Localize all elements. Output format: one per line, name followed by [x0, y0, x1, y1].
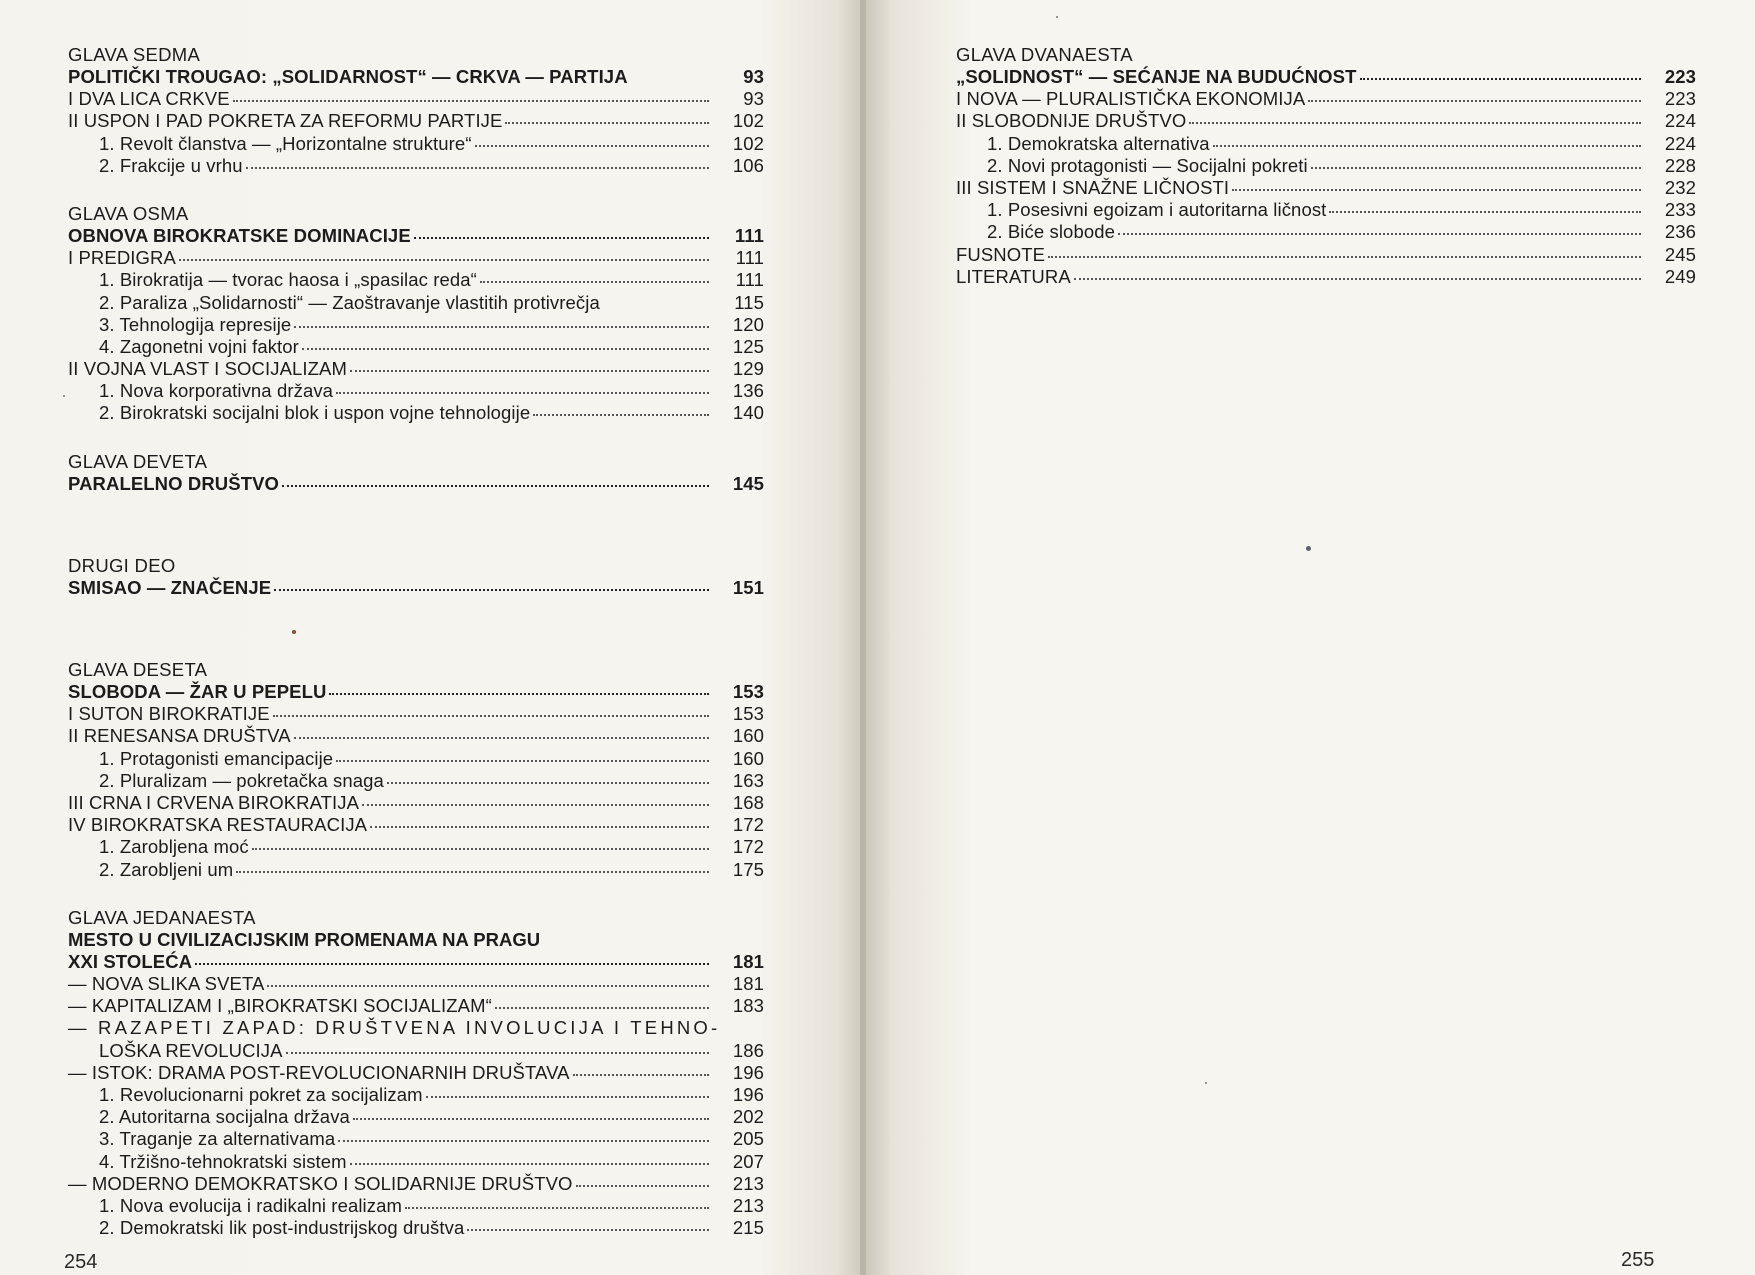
leader-dots: [336, 392, 709, 394]
toc-page-number: 111: [735, 269, 764, 291]
toc-entry: [68, 1106, 764, 1128]
leader-dots: [573, 1074, 709, 1076]
toc-entry: [68, 336, 764, 358]
toc-entry-text: II RENESANSA DRUŠTVA: [68, 725, 291, 747]
toc-entry: [68, 292, 764, 314]
left-page: [0, 0, 862, 1275]
toc-page-number: 120: [732, 313, 764, 335]
leader-dots: [336, 760, 709, 762]
toc-entry: [68, 1217, 764, 1239]
toc-page-number: 233: [1664, 199, 1696, 221]
toc-entry-text: — MODERNO DEMOKRATSKO I SOLIDARNIJE DRUŠTVO: [68, 1172, 573, 1194]
toc-page-number: 111: [735, 247, 764, 269]
leader-dots: [480, 281, 709, 283]
leader-dots: [286, 1052, 709, 1054]
toc-entry-text: I SUTON BIROKRATIJE: [68, 703, 270, 725]
toc-page-number: 213: [732, 1172, 764, 1194]
leader-dots: [236, 871, 709, 873]
toc-page-number: 106: [732, 154, 764, 176]
leader-dots: [1308, 100, 1641, 102]
leader-dots: [246, 167, 709, 169]
toc-page-number: 207: [732, 1150, 764, 1172]
toc-entry-text: XXI STOLEĆA: [68, 950, 193, 972]
toc-page-number: 215: [732, 1217, 764, 1239]
toc-page-number: 224: [1664, 132, 1696, 154]
toc-page-number: 125: [732, 335, 764, 357]
toc-page-number: 102: [732, 132, 764, 154]
toc-entry-text: 2. Paraliza „Solidarnosti“ — Zaoštravanje vlastitih protivrečja: [99, 291, 600, 313]
toc-page-number: 102: [732, 110, 764, 132]
toc-entry: [68, 792, 764, 814]
page-number-left: 254: [64, 1251, 98, 1273]
right-page: [866, 0, 1755, 1275]
toc-entry-text: PARALELNO DRUŠTVO: [68, 472, 280, 494]
leader-dots: [414, 237, 709, 239]
toc-entry-text: III SISTEM I SNAŽNE LIČNOSTI: [956, 176, 1230, 198]
toc-entry-text: — KAPITALIZAM I „BIROKRATSKI SOCIJALIZAM“: [68, 995, 492, 1017]
toc-entry: [68, 88, 764, 110]
leader-dots: [350, 370, 709, 372]
toc-entry: [68, 836, 764, 858]
leader-dots: [1118, 233, 1641, 235]
toc-entry: [68, 995, 764, 1017]
toc-entry: [68, 402, 764, 424]
chapter-label: GLAVA JEDANAESTA: [68, 906, 256, 928]
toc-page-number: 232: [1664, 176, 1696, 198]
right-toc: [956, 44, 1696, 288]
toc-page-number: 228: [1664, 154, 1696, 176]
paper-speck: [1306, 546, 1311, 551]
toc-entry-text: I PREDIGRA: [68, 247, 176, 269]
chapter-title-entry: [68, 66, 764, 88]
leader-dots: [179, 259, 709, 261]
toc-entry-text: II SLOBODNIJE DRUŠTVO: [956, 110, 1187, 132]
toc-entry: [68, 1062, 764, 1084]
toc-page-number: 223: [1664, 66, 1696, 87]
toc-entry-text: — NOVA SLIKA SVETA: [68, 973, 265, 995]
toc-entry: [68, 1195, 764, 1217]
leader-dots: [267, 985, 709, 987]
toc-entry: [956, 221, 1696, 243]
toc-entry-text: II VOJNA VLAST I SOCIJALIZAM: [68, 358, 348, 380]
chapter-label: GLAVA DEVETA: [68, 450, 208, 472]
leader-dots: [533, 414, 709, 416]
toc-entry: [956, 244, 1696, 266]
leader-dots: [274, 589, 709, 591]
toc-entry: [956, 199, 1696, 221]
toc-entry: [956, 133, 1696, 155]
chapter-label: GLAVA OSMA: [68, 202, 189, 224]
leader-dots: [294, 737, 709, 739]
toc-entry: [956, 88, 1696, 110]
leader-dots: [495, 1007, 709, 1009]
toc-section: [68, 203, 764, 425]
toc-page-number: 172: [732, 836, 764, 858]
chapter-title-entry: [68, 473, 764, 495]
toc-section: [68, 451, 764, 495]
toc-page-number: 175: [732, 858, 764, 880]
toc-entry: [68, 269, 764, 291]
toc-page-number: 145: [732, 472, 764, 494]
toc-section: [68, 44, 764, 177]
toc-page-number: 245: [1664, 243, 1696, 265]
toc-entry-text: „SOLIDNOST“ — SEĆANJE NA BUDUĆNOST: [956, 66, 1357, 87]
leader-dots: [302, 348, 709, 350]
toc-entry-text: SLOBODA — ŽAR U PEPELU: [68, 681, 327, 702]
toc-entry: [68, 110, 764, 132]
toc-entry-text: III CRNA I CRVENA BIROKRATIJA: [68, 791, 360, 813]
leader-dots: [1329, 211, 1641, 213]
toc-entry-text: LOŠKA REVOLUCIJA: [99, 1039, 283, 1061]
paper-speck: [292, 630, 296, 634]
toc-entry-text: 3. Traganje za alternativama: [99, 1128, 336, 1150]
toc-page-number: 160: [732, 747, 764, 769]
toc-entry-text: I DVA LICA CRKVE: [68, 88, 230, 110]
toc-page-number: 115: [734, 291, 764, 313]
toc-page-number: 205: [732, 1128, 764, 1150]
toc-entry-text: 1. Demokratska alternativa: [987, 132, 1210, 154]
leader-dots: [353, 1118, 709, 1120]
toc-entry-text: II USPON I PAD POKRETA ZA REFORMU PARTIJE: [68, 110, 503, 132]
toc-entry: [68, 1084, 764, 1106]
toc-entry-text: I NOVA — PLURALISTIČKA EKONOMIJA: [956, 88, 1306, 110]
toc-entry-text: 2. Frakcije u vrhu: [99, 154, 243, 176]
chapter-label: GLAVA SEDMA: [68, 44, 201, 65]
toc-page-number: 93: [743, 66, 764, 87]
toc-section: [68, 555, 764, 599]
toc-section: [68, 659, 764, 881]
toc-entry: [68, 859, 764, 881]
toc-section: [68, 907, 764, 1240]
leader-dots: [294, 326, 709, 328]
toc-entry: [956, 177, 1696, 199]
toc-entry: [68, 814, 764, 836]
leader-dots: [1048, 256, 1641, 258]
toc-page-number: 196: [732, 1084, 764, 1105]
toc-entry-text: POLITIČKI TROUGAO: „SOLIDARNOST“ — CRKVA — PARTIJA: [68, 66, 628, 87]
toc-page-number: 163: [732, 769, 764, 791]
leader-dots: [426, 1096, 709, 1098]
paper-speck: [1205, 1082, 1207, 1084]
toc-entry: [68, 380, 764, 402]
chapter-label: GLAVA DVANAESTA: [956, 44, 1133, 65]
toc-entry: [956, 155, 1696, 177]
toc-page-number: 223: [1664, 88, 1696, 110]
toc-entry-text: OBNOVA BIROKRATSKE DOMINACIJE: [68, 224, 411, 246]
toc-page-number: 181: [732, 950, 764, 972]
chapter-label: GLAVA DESETA: [68, 659, 208, 680]
toc-entry: [68, 133, 764, 155]
leader-dots: [1213, 145, 1641, 147]
toc-page-number: 236: [1664, 221, 1696, 243]
toc-entry-text: 3. Tehnologija represije: [99, 313, 292, 335]
toc-page-number: 168: [732, 791, 764, 813]
leader-dots: [467, 1229, 709, 1231]
toc-page-number: 183: [732, 995, 764, 1017]
leader-dots: [362, 804, 709, 806]
toc-entry: [68, 314, 764, 336]
toc-page-number: 249: [1664, 265, 1696, 287]
toc-entry: [68, 1151, 764, 1173]
toc-entry-text: 2. Zarobljeni um: [99, 858, 234, 880]
leader-dots: [1189, 122, 1641, 124]
toc-entry: [68, 155, 764, 177]
toc-page-number: 136: [732, 380, 764, 402]
toc-page-number: 140: [732, 402, 764, 424]
leader-dots: [505, 122, 709, 124]
toc-page-number: 181: [732, 973, 764, 995]
toc-page-number: 93: [743, 88, 764, 110]
toc-entry-text: 2. Pluralizam — pokretačka snaga: [99, 769, 384, 791]
toc-entry: [68, 247, 764, 269]
leader-dots: [1232, 189, 1641, 191]
leader-dots: [370, 826, 709, 828]
leader-dots: [282, 485, 709, 487]
chapter-title-entry: [68, 681, 764, 703]
chapter-label: DRUGI DEO: [68, 554, 176, 576]
toc-page-number: 213: [732, 1194, 764, 1216]
leader-dots: [576, 1185, 709, 1187]
toc-entry: [956, 110, 1696, 132]
toc-entry-text: 2. Biće slobode: [987, 221, 1116, 243]
toc-page-number: 160: [732, 725, 764, 747]
toc-entry: [68, 748, 764, 770]
toc-page-number: 172: [732, 814, 764, 836]
leader-dots: [195, 963, 709, 965]
toc-entry: [956, 266, 1696, 288]
toc-page-number: 186: [732, 1039, 764, 1061]
toc-entry-text: 1. Zarobljena moć: [99, 836, 249, 858]
toc-page-number: 202: [732, 1106, 764, 1128]
toc-page-number: 111: [734, 224, 764, 246]
toc-entry-text: LITERATURA: [956, 265, 1071, 287]
toc-entry-text: 1. Posesivni egoizam i autoritarna ličnost: [987, 199, 1327, 221]
toc-entry: [68, 725, 764, 747]
toc-entry: [68, 703, 764, 725]
toc-entry-text: 1. Revolucionarni pokret za socijalizam: [99, 1084, 423, 1105]
leader-dots: [273, 715, 709, 717]
toc-entry-text: 2. Birokratski socijalni blok i uspon vojne tehnologije: [99, 402, 531, 424]
toc-page-number: 196: [732, 1061, 764, 1083]
toc-entry-text: 4. Tržišno-tehnokratski sistem: [99, 1150, 347, 1172]
leader-dots: [387, 782, 709, 784]
toc-entry-text: 2. Autoritarna socijalna država: [99, 1106, 350, 1128]
toc-entry-text: SMISAO — ZNAČENJE: [68, 576, 272, 598]
toc-entry-text: 1. Birokratija — tvorac haosa i „spasilac reda“: [99, 269, 477, 291]
toc-page-number: 151: [732, 576, 764, 598]
paper-speck: [63, 395, 65, 397]
toc-entry: [68, 1128, 764, 1150]
leader-dots: [233, 100, 709, 102]
toc-entry-text: 1. Revolt članstva — „Horizontalne strukture“: [99, 132, 472, 154]
leader-dots: [405, 1207, 709, 1209]
leader-dots: [1311, 167, 1641, 169]
toc-entry: [68, 358, 764, 380]
toc-entry-text: 2. Demokratski lik post-industrijskog društva: [99, 1217, 465, 1239]
toc-entry-text: FUSNOTE: [956, 243, 1046, 265]
toc-entry: [68, 1173, 764, 1195]
leader-dots: [252, 848, 709, 850]
toc-entry-text: 1. Protagonisti emancipacije: [99, 747, 334, 769]
toc-entry-text: — ISTOK: DRAMA POST-REVOLUCIONARNIH DRUŠTAVA: [68, 1061, 570, 1083]
leader-dots: [1074, 278, 1641, 280]
paper-speck: [1056, 16, 1058, 18]
toc-page-number: 129: [732, 358, 764, 380]
leader-dots: [1360, 78, 1642, 80]
toc-entry-text: 2. Novi protagonisti — Socijalni pokreti: [987, 154, 1308, 176]
toc-page-number: 224: [1664, 110, 1696, 132]
chapter-title-entry: [956, 66, 1696, 88]
page-number-right: 255: [1621, 1249, 1655, 1271]
chapter-title-entry: [68, 577, 764, 599]
toc-section: [956, 44, 1696, 288]
toc-page-number: 153: [732, 681, 764, 702]
left-toc: [68, 44, 764, 1239]
toc-page-number: 153: [732, 703, 764, 725]
leader-dots: [329, 693, 709, 695]
toc-entry-text: IV BIROKRATSKA RESTAURACIJA: [68, 814, 368, 836]
chapter-title-entry: [68, 951, 764, 973]
leader-dots: [338, 1140, 709, 1142]
leader-dots: [350, 1163, 709, 1165]
chapter-title-line: MESTO U CIVILIZACIJSKIM PROMENAMA NA PRAGU: [68, 928, 541, 950]
toc-entry-text: 4. Zagonetni vojni faktor: [99, 335, 299, 357]
toc-entry-text: 1. Nova evolucija i radikalni realizam: [99, 1194, 403, 1216]
leader-dots: [475, 145, 709, 147]
chapter-title-entry: [68, 225, 764, 247]
toc-entry-text: — RAZAPETI ZAPAD: DRUŠTVENA INVOLUCIJA I TEHNO-: [68, 1017, 721, 1039]
toc-entry: [68, 973, 764, 995]
toc-entry: [68, 1040, 764, 1062]
toc-entry-text: 1. Nova korporativna država: [99, 380, 334, 402]
toc-entry: [68, 770, 764, 792]
